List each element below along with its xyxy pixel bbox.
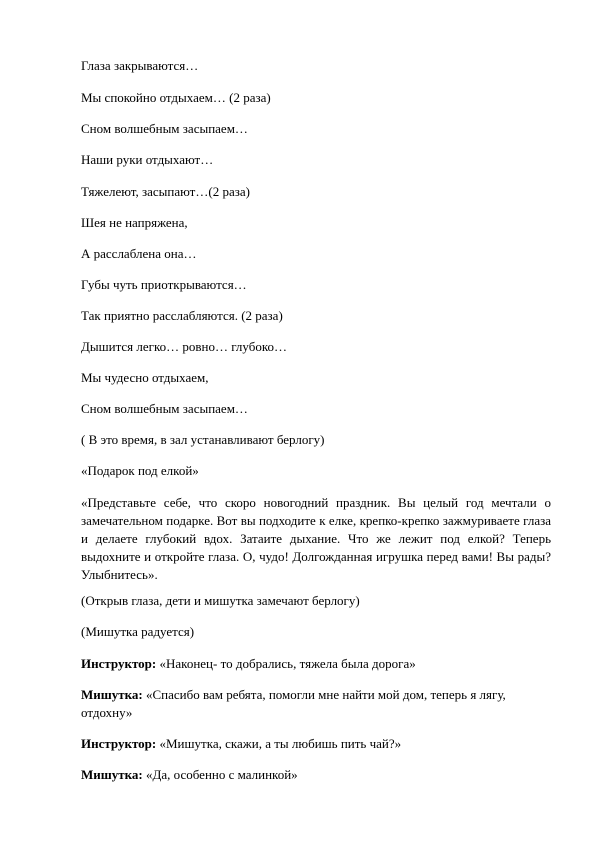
text-line: Сном волшебным засыпаем…: [81, 121, 248, 136]
dialogue-line: [81, 766, 551, 784]
text-line: Губы чуть приоткрываются…: [81, 277, 247, 292]
section-heading: «Подарок под елкой»: [81, 463, 199, 478]
stage-direction: ( В это время, в зал устанавливают берлогу): [81, 432, 325, 447]
speech-text: «Наконец- то добрались, тяжела была дорога»: [156, 656, 416, 671]
text-line: Так приятно расслабляются. (2 раза): [81, 308, 283, 323]
text-line: А расслаблена она…: [81, 246, 197, 261]
speech-text: «Спасибо вам ребята, помогли мне найти мой дом, теперь я лягу, отдохну»: [81, 687, 506, 720]
text-line: Мы спокойно отдыхаем… (2 раза): [81, 90, 271, 105]
dialogue-line: [81, 686, 551, 722]
body-paragraph: «Представьте себе, что скоро новогодний праздник. Вы целый год мечтали о замечательном подарке. Вот вы подходите к елке, крепко-крепко зажмуриваете глаза и делаете глубокий вдох. Затаите дыхание. Что же лежит под елкой? Теперь выдохните и откройте глаза. О, чудо! Долгожданная игрушка перед вами! Вы рады? Улыбнитесь».: [81, 495, 551, 582]
dialogue-line: [81, 735, 551, 753]
text-line: Мы чудесно отдыхаем,: [81, 370, 209, 385]
text-line: Тяжелеют, засыпают…(2 раза): [81, 184, 250, 199]
stage-direction: (Мишутка радуется): [81, 624, 195, 639]
speaker-name: Мишутка:: [81, 687, 143, 702]
speaker-name: Инструктор:: [81, 736, 157, 751]
text-line: Глаза закрываются…: [81, 58, 199, 73]
text-line: Сном волшебным засыпаем…: [81, 401, 248, 416]
speaker-name: Инструктор:: [81, 656, 157, 671]
speech-text: «Мишутка, скажи, а ты любишь пить чай?»: [156, 736, 402, 751]
text-line: Дышится легко… ровно… глубоко…: [81, 339, 288, 354]
text-line: Наши руки отдыхают…: [81, 152, 214, 167]
stage-direction: (Открыв глаза, дети и мишутка замечают берлогу): [81, 593, 360, 608]
speaker-name: Мишутка:: [81, 767, 143, 782]
speech-text: «Да, особенно с малинкой»: [142, 767, 298, 782]
dialogue-line: [81, 655, 551, 673]
text-line: Шея не напряжена,: [81, 215, 188, 230]
